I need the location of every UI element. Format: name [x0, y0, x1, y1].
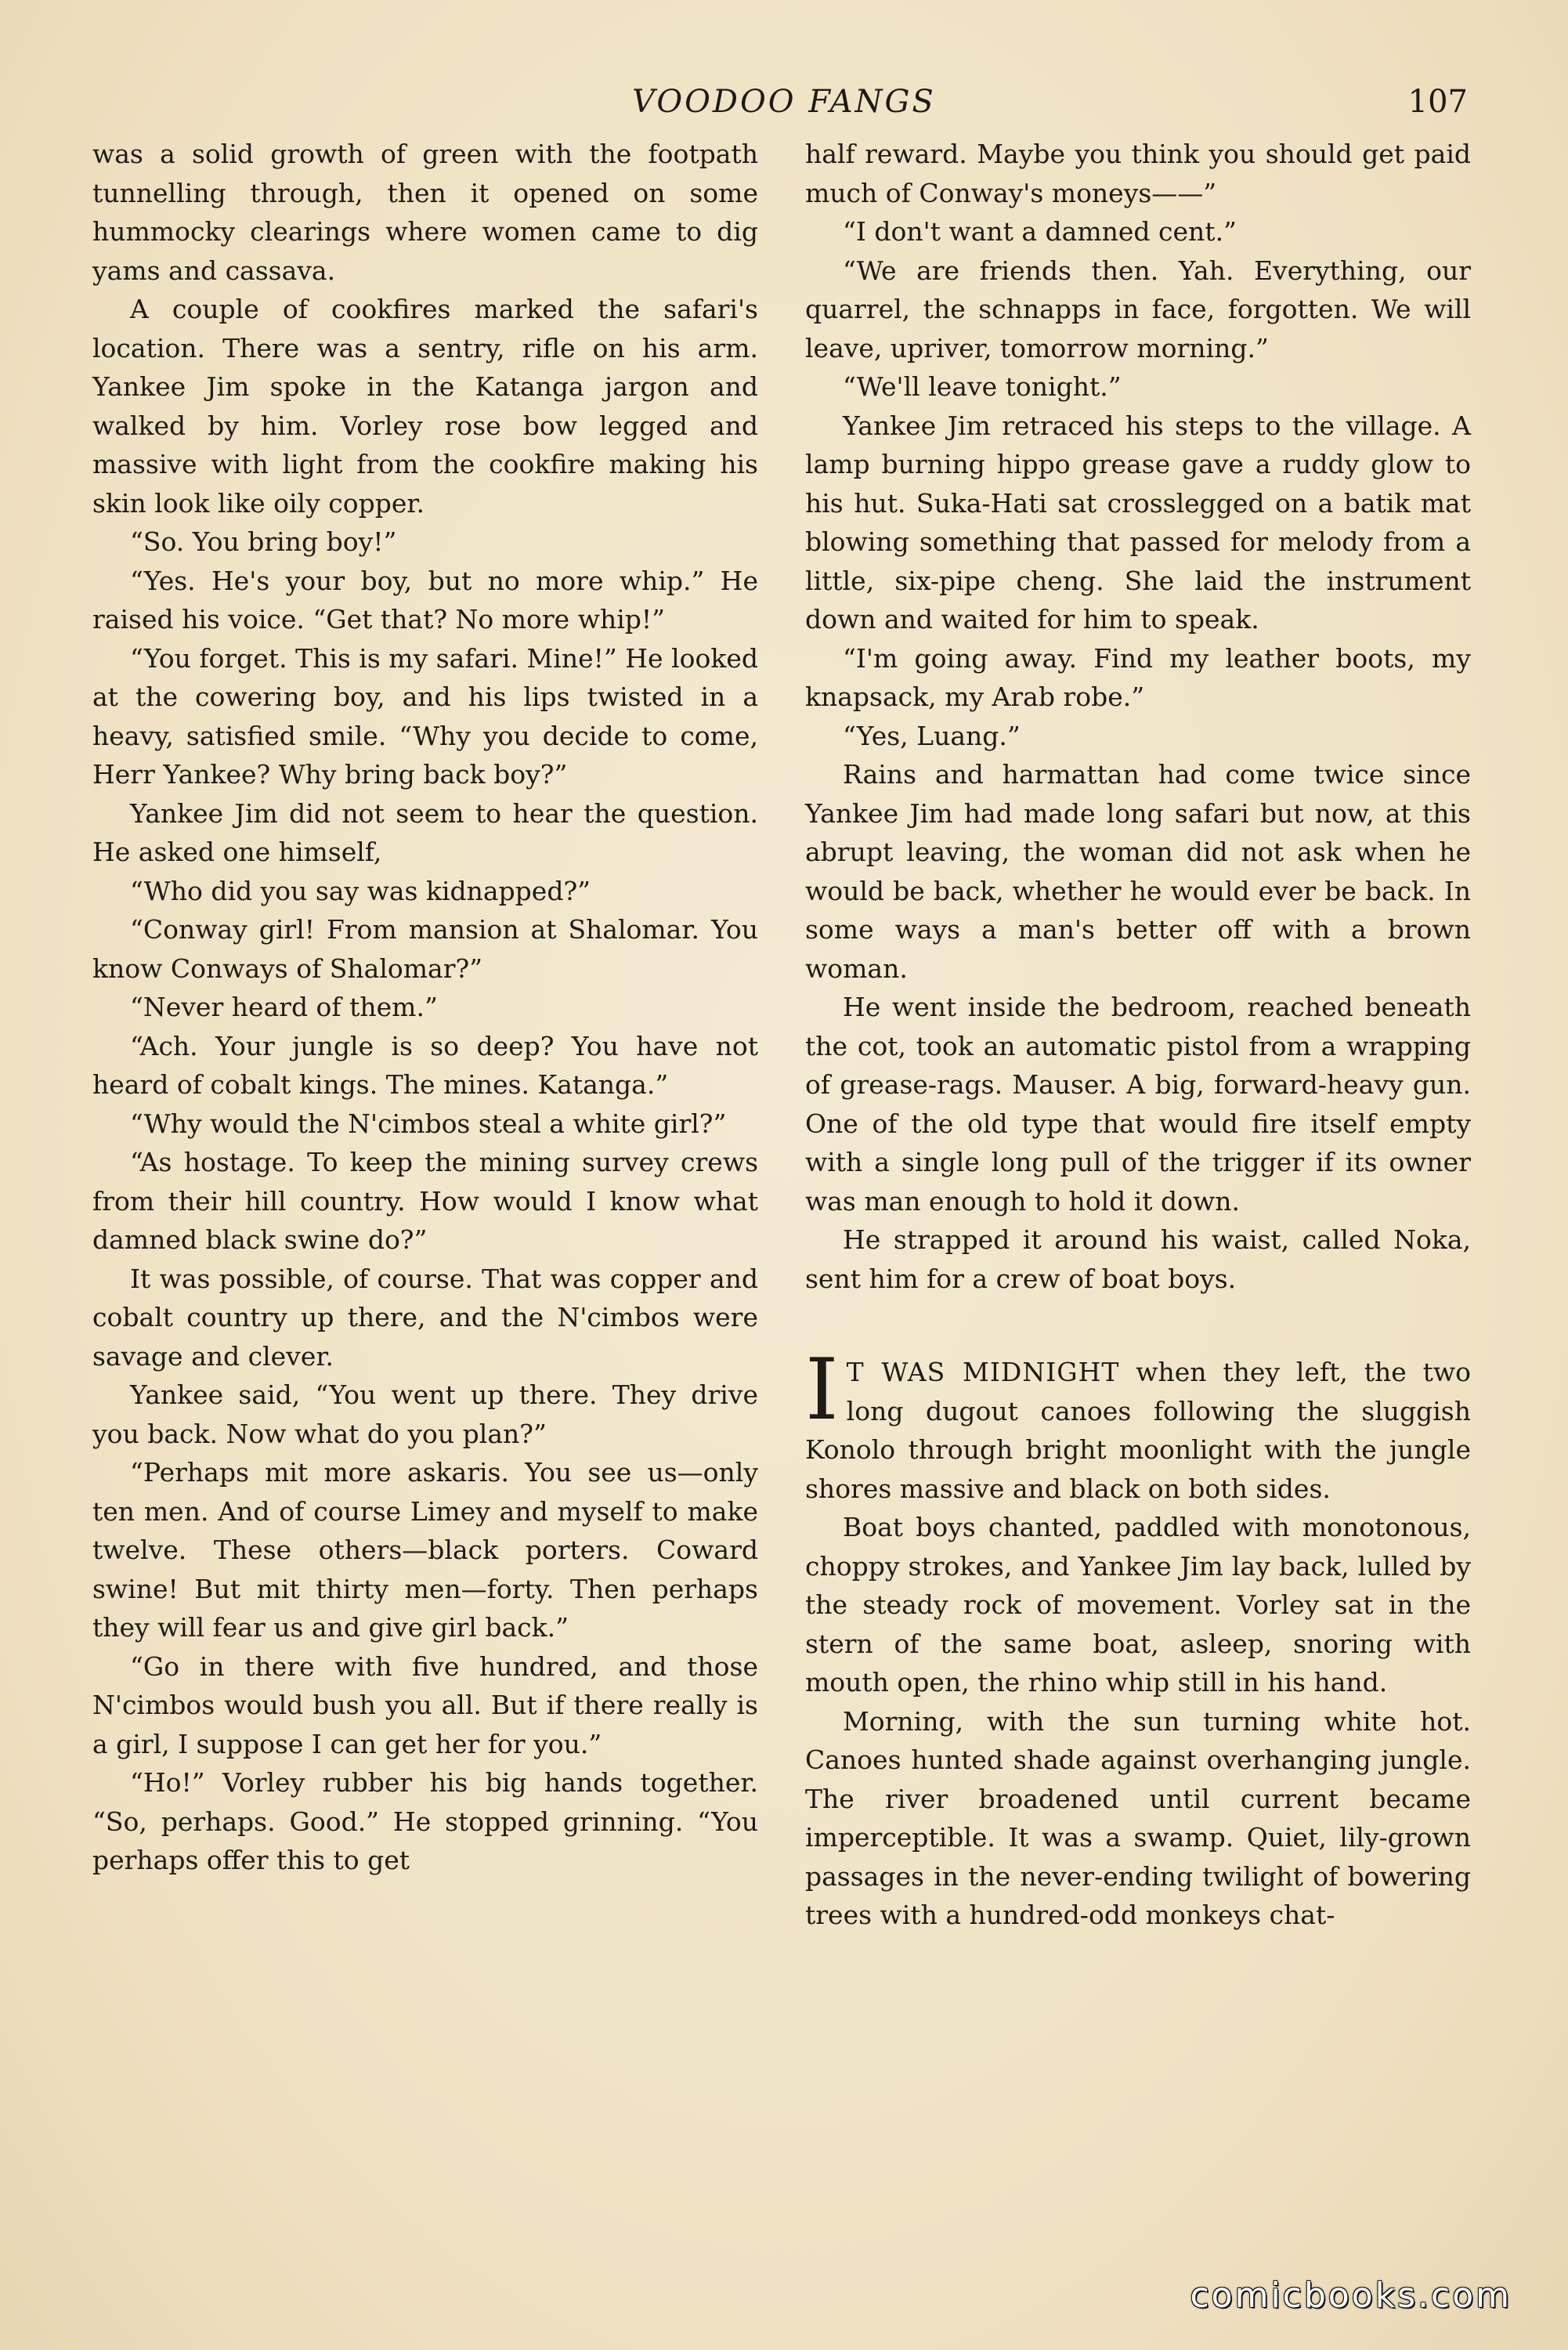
right-column [805, 135, 1471, 2281]
drop-cap: I [805, 1341, 839, 1439]
text-columns [92, 135, 1471, 2281]
paragraph: Yankee Jim retraced his steps to the village. A lamp burning hippo grease gave a ruddy glow to his hut. Suka-Hati sat crosslegged on a batik mat blowing something that passed for melody from a little, six-pipe cheng. She laid the instrument down and waited for him to speak. [805, 410, 1471, 634]
site-watermark: comicbooks.com [1190, 2276, 1512, 2316]
paragraph: He strapped it around his waist, called Noka, sent him for a crew of boat boys. [805, 1224, 1471, 1294]
section-opening-paragraph [805, 1341, 1471, 1508]
paragraph: “Go in there with five hundred, and those N'cimbos would bush you all. But if there really is a girl, I suppose I can get her for you.” [92, 1650, 758, 1759]
paragraph: A couple of cookfires marked the safari's location. There was a sentry, rifle on his arm. Yankee Jim spoke in the Katanga jargon and walked by him. Vorley rose bow legged and massive with light from the cookfire making his skin look like oily copper. [92, 294, 758, 519]
paragraph: Yankee said, “You went up there. They drive you back. Now what do you plan?” [92, 1379, 758, 1449]
paragraph: “I don't want a damned cent.” [843, 216, 1237, 247]
section-first-text: when they left, the two long dugout canoes following the sluggish Konolo through bright moonlight with the jungle shores massive and black on both sides. [805, 1357, 1471, 1504]
paragraph: It was possible, of course. That was copper and cobalt country up there, and the N'cimbos were savage and clever. [92, 1263, 758, 1372]
paragraph: “Who did you say was kidnapped?” [130, 875, 591, 906]
page-header [0, 78, 1568, 125]
paragraph: was a solid growth of green with the footpath tunnelling through, then it opened on some hummocky clearings where women came to dig yams and cassava. [92, 139, 758, 286]
paragraph: Yankee Jim did not seem to hear the question. He asked one himself, [92, 797, 758, 867]
paragraph: “We'll leave tonight.” [843, 371, 1122, 402]
paragraph: “Never heard of them.” [130, 992, 438, 1022]
left-column [92, 135, 758, 2281]
paragraph: “As hostage. To keep the mining survey crews from their hill country. How would I know what damned black swine do?” [92, 1147, 758, 1255]
paragraph: “Ach. Your jungle is so deep? You have not heard of cobalt kings. The mines. Katanga.” [92, 1030, 758, 1100]
paragraph: “Yes, Luang.” [843, 720, 1021, 751]
paragraph: half reward. Maybe you think you should get paid much of Conway's moneys——” [805, 139, 1471, 208]
paragraph: Boat boys chanted, paddled with monotonous, choppy strokes, and Yankee Jim lay back, lulled by the steady rock of movement. Vorley sat in the stern of the same boat, asleep, snoring with mouth open, the rhino whip still in his hand. [805, 1512, 1471, 1697]
page-number: 107 [1407, 84, 1468, 120]
paragraph: “Ho!” Vorley rubber his big hands together. “So, perhaps. Good.” He stopped grinning. “You perhaps offer this to get [92, 1767, 758, 1875]
paragraph: “Conway girl! From mansion at Shalomar. You know Conways of Shalomar?” [92, 914, 758, 984]
paragraph: “We are friends then. Yah. Everything, our quarrel, the schnapps in face, forgotten. We will leave, upriver, tomorrow morning.” [805, 255, 1471, 363]
paragraph: “Perhaps mit more askaris. You see us—only ten men. And of course Limey and myself to make twelve. These others—black porters. Coward swine! But mit thirty men—forty. Then perhaps they will fear us and give girl back.” [92, 1457, 758, 1643]
section-lead-in: T WAS MIDNIGHT [846, 1357, 1120, 1387]
paragraph: “Why would the N'cimbos steal a white girl?” [130, 1108, 727, 1139]
paragraph: “So. You bring boy!” [130, 526, 397, 557]
running-title: VOODOO FANGS [632, 84, 936, 120]
paragraph: “You forget. This is my safari. Mine!” He looked at the cowering boy, and his lips twisted in a heavy, satisfied smile. “Why you decide to come, Herr Yankee? Why bring back boy?” [92, 642, 759, 790]
paragraph: “I'm going away. Find my leather boots, my knapsack, my Arab robe.” [805, 642, 1471, 712]
paragraph: Morning, with the sun turning white hot. Canoes hunted shade against overhanging jungle. The river broadened until current became imperceptible. It was a swamp. Quiet, lily-grown passages in the never-ending twilight of bowering trees with a hundred-odd monkeys chat- [805, 1705, 1471, 1930]
paragraph: Rains and harmattan had come twice since Yankee Jim had made long safari but now, at this abrupt leaving, the woman did not ask when he would be back, whether he would ever be back. In some ways a man's better off with a brown woman. [805, 759, 1471, 984]
paragraph: “Yes. He's your boy, but no more whip.” He raised his voice. “Get that? No more whip!” [92, 565, 758, 634]
paragraph: He went inside the bedroom, reached beneath the cot, took an automatic pistol from a wrapping of grease-rags. Mauser. A big, forward-heavy gun. One of the old type that would fire itself empty with a single long pull of the trigger if its owner was man enough to hold it down. [805, 992, 1471, 1217]
